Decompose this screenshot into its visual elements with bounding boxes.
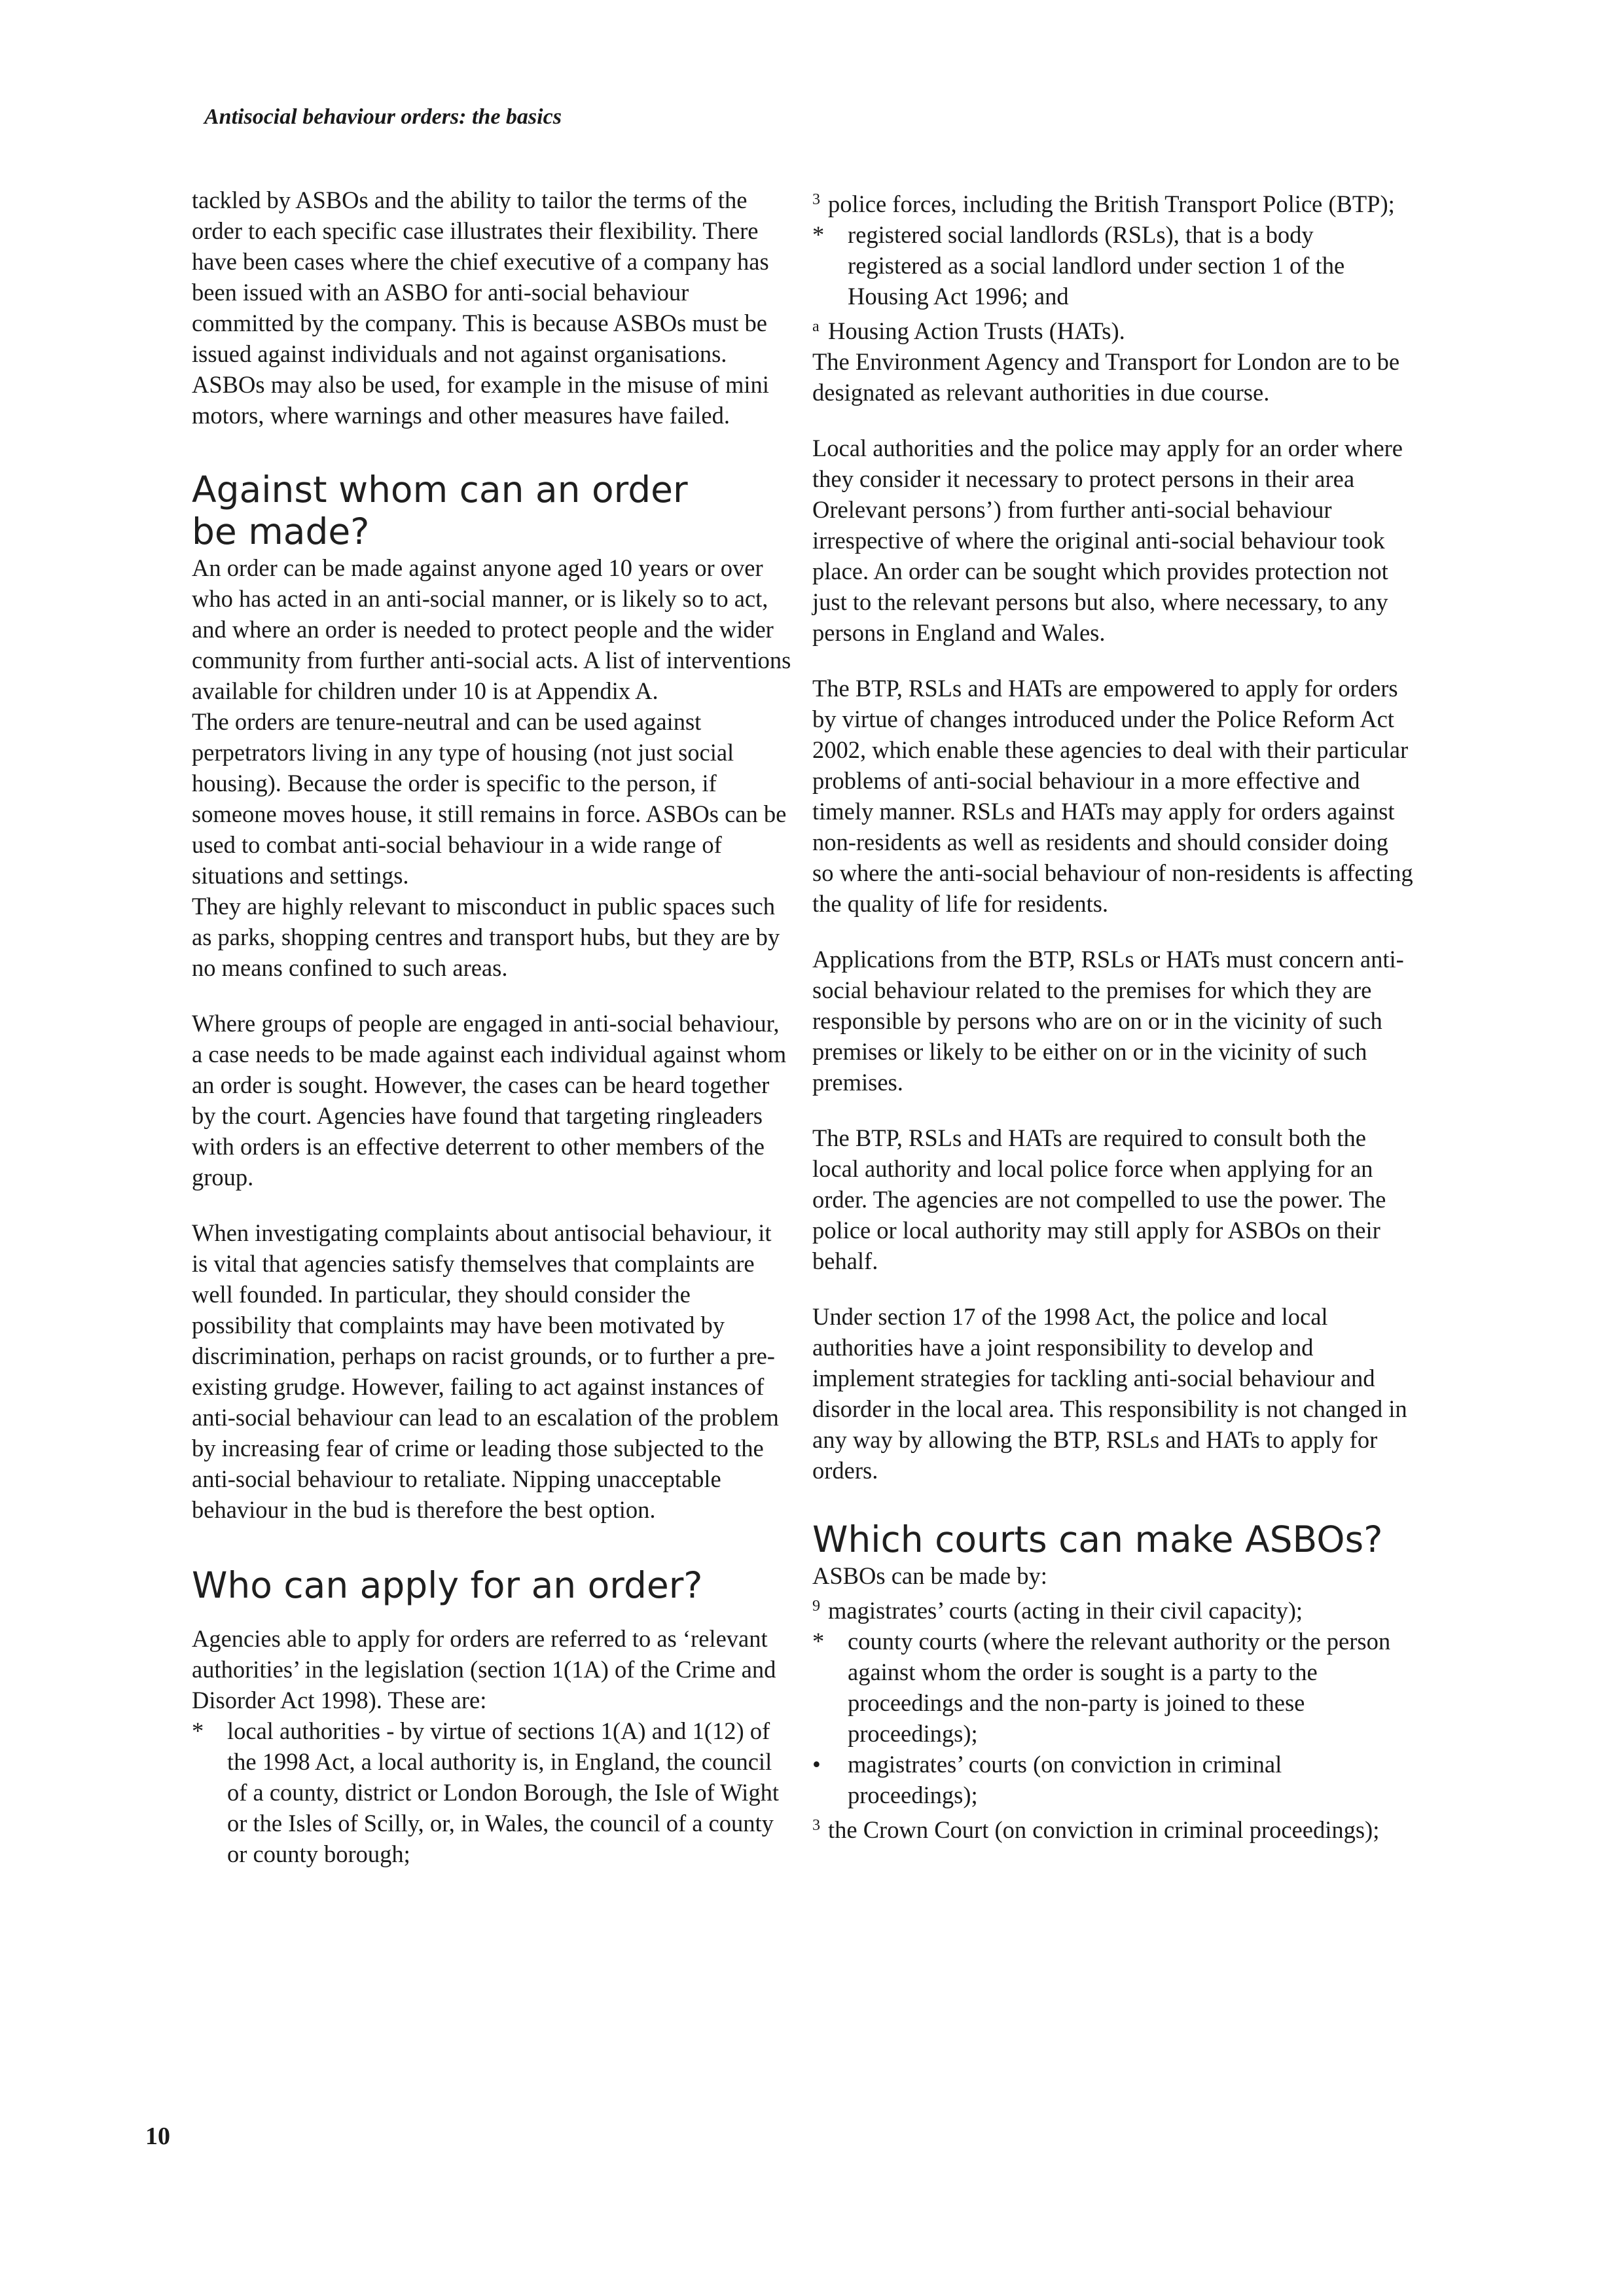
paragraph-relevant-authorities: Agencies able to apply for orders are referred to as ‘relevant authorities’ in the legislation (section 1(1A) of the Crime and Disorder Act 1998). These are: xyxy=(192,1625,776,1713)
paragraph-tenure-neutral: The orders are tenure-neutral and can be used against perpetrators living in any type of housing (not just social housing). Because the order is specific to the person, if someone moves house, it still remains in force. ASBOs can be used to combat anti-social behaviour in a wide range of situations and settings. xyxy=(192,708,787,889)
paragraph-complaints: When investigating complaints about antisocial behaviour, it is vital that agencies satisfy themselves that complaints are well founded. In particular, they should consider the possibility that complaints may have been motivated by discrimination, perhaps on racist grounds, or to further a pre-existing grudge. However, failing to act against instances of anti-social behaviour can lead to an escalation of the problem by increasing fear of crime or leading those subjected to the anti-social behaviour to retaliate. Nipping unacceptable behaviour in the bud is therefore the best option. xyxy=(192,1219,779,1523)
list-item-text: magistrates’ courts (on conviction in criminal proceedings); xyxy=(848,1751,1282,1808)
heading-which-courts: Which courts can make ASBOs? xyxy=(812,1518,1383,1560)
right-column xyxy=(812,185,1413,1845)
paragraph-groups: Where groups of people are engaged in anti-social behaviour, a case needs to be made against each individual against whom an order is sought. However, the cases can be heard together by the court. Agencies have found that targeting ringleaders with orders is an effective deterrent to other members of the group. xyxy=(192,1010,787,1191)
list-marker: a xyxy=(812,318,820,335)
paragraph-local-police: Local authorities and the police may apply for an order where they consider it necessary to protect persons in their area Orelevant persons’) from further anti-social behaviour irrespective of where the original anti-social behaviour took place. An order can be sought which provides protection not just to the relevant persons but also, where necessary, to any persons in England and Wales. xyxy=(812,435,1403,646)
list-item-crown-court xyxy=(812,1810,1413,1845)
page-number: 10 xyxy=(145,2123,170,2150)
list-item-local-authorities xyxy=(192,1715,793,1869)
paragraph-section-17: Under section 17 of the 1998 Act, the police and local authorities have a joint responsibility to develop and implement strategies for tackling anti-social behaviour and disorder in the local area. This responsibility is not changed in any way by allowing the BTP, RSLs and HATs to apply for orders. xyxy=(812,1303,1407,1484)
list-marker: 9 xyxy=(812,1598,820,1615)
list-item-hat xyxy=(812,312,1413,346)
list-marker: * xyxy=(812,1628,825,1655)
list-item-text: registered social landlords (RSLs), that is a body registered as a social landlord under section 1 of the Housing Act 1996; and xyxy=(848,221,1345,310)
paragraph-courts-intro: ASBOs can be made by: xyxy=(812,1562,1047,1589)
list-item-text: local authorities - by virtue of sections 1(A) and 1(12) of the 1998 Act, a local authority is, in England, the council of a county, district or London Borough, the Isle of Wight or the Isles of Scilly, or, in Wales, the council of a county or county borough; xyxy=(227,1717,779,1867)
list-item-magistrates-criminal xyxy=(812,1749,1413,1810)
list-item-county-courts xyxy=(812,1626,1413,1749)
list-marker: 3 xyxy=(812,1817,820,1834)
list-marker: * xyxy=(812,221,825,248)
left-column xyxy=(192,185,793,1869)
paragraph-btp-empowered: The BTP, RSLs and HATs are empowered to apply for orders by virtue of changes introduced under the Police Reform Act 2002, which enable these agencies to deal with their particular problems of anti-social behaviour in a more effective and timely manner. RSLs and HATs may apply for orders against non-residents as well as residents and should consider doing so where the anti-social behaviour of non-residents is affecting the quality of life for residents. xyxy=(812,675,1413,917)
list-marker: • xyxy=(812,1751,821,1778)
list-item-text: magistrates’ courts (acting in their civil capacity); xyxy=(828,1597,1303,1624)
list-marker: 3 xyxy=(812,191,820,208)
list-item-police xyxy=(812,185,1413,219)
paragraph-applications: Applications from the BTP, RSLs or HATs must concern anti-social behaviour related to the premises for which they are responsible by persons who are on or in the vicinity of such premises or likely to be either on or in the vicinity of such premises. xyxy=(812,946,1404,1096)
paragraph-public-spaces: They are highly relevant to misconduct in public spaces such as parks, shopping centres and transport hubs, but they are by no means confined to such areas. xyxy=(192,893,780,981)
intro-paragraph: tackled by ASBOs and the ability to tailor the terms of the order to each specific case illustrates their flexibility. There have been cases where the chief executive of a company has been issued with an ASBO for anti-social behaviour committed by the company. This is because ASBOs must be issued against individuals and not against organisations. ASBOs may also be used, for example in the misuse of mini motors, where warnings and other measures have failed. xyxy=(192,187,769,429)
running-head: Antisocial behaviour orders: the basics xyxy=(204,105,562,129)
list-marker: * xyxy=(192,1717,204,1744)
list-item-rsl xyxy=(812,219,1413,312)
heading-against-whom: Against whom can an order be made? xyxy=(192,469,688,552)
paragraph-consult: The BTP, RSLs and HATs are required to consult both the local authority and local police force when applying for an order. The agencies are not compelled to use the power. The police or local authority may still apply for ASBOs on their behalf. xyxy=(812,1124,1386,1274)
list-item-magistrates-civil xyxy=(812,1591,1413,1626)
list-item-text: Housing Action Trusts (HATs). xyxy=(828,317,1125,344)
list-item-text: police forces, including the British Transport Police (BTP); xyxy=(828,190,1395,217)
paragraph-whom-age: An order can be made against anyone aged 10 years or over who has acted in an anti-social manner, or is likely so to act, and where an order is needed to protect people and the wider community from further anti-social acts. A list of interventions available for children under 10 is at Appendix A. xyxy=(192,554,791,704)
heading-who-can-apply: Who can apply for an order? xyxy=(192,1564,703,1606)
paragraph-designated: The Environment Agency and Transport for London are to be designated as relevant authorities in due course. xyxy=(812,348,1400,406)
list-item-text: county courts (where the relevant authority or the person against whom the order is sought is a party to the proceedings and the non-party is joined to these proceedings); xyxy=(848,1628,1391,1747)
list-item-text: the Crown Court (on conviction in criminal proceedings); xyxy=(828,1816,1380,1843)
